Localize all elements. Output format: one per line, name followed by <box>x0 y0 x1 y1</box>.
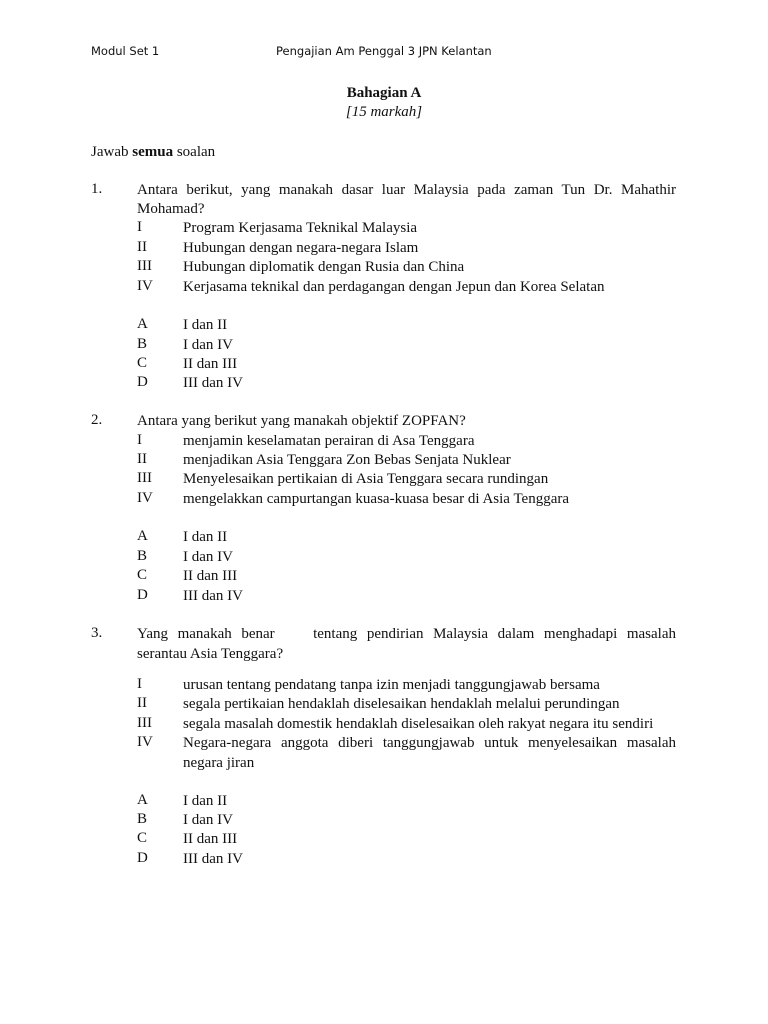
option-label: A <box>137 528 148 544</box>
option-text: II dan III <box>183 356 238 372</box>
option-label: C <box>137 355 148 371</box>
statement-text: menjamin keselamatan perairan di Asa Tenggara <box>183 433 475 449</box>
statement-text: segala masalah domestik hendaklah diselesaikan oleh rakyat negara itu sendiri <box>183 716 654 732</box>
statement-label: IV <box>137 278 153 294</box>
option-text: III dan IV <box>183 851 243 867</box>
question-text: Antara yang berikut yang manakah objektif ZOPFAN? <box>137 413 466 429</box>
option-label: C <box>137 567 148 583</box>
option-text: I dan IV <box>183 337 233 353</box>
statement-label: II <box>137 451 147 467</box>
statement-text: segala pertikaian hendaklah diselesaikan hendaklah melalui perundingan <box>183 696 620 712</box>
option-text: I dan II <box>183 529 228 545</box>
option-text: I dan II <box>183 793 228 809</box>
statement-text: urusan tentang pendatang tanpa izin menjadi tanggungjawab bersama <box>183 677 600 693</box>
question-text: Yang manakah benar tentang pendirian Malaysia dalam menghadapi masalah <box>137 626 676 642</box>
statement-label: I <box>137 432 142 448</box>
statement-text: Program Kerjasama Teknikal Malaysia <box>183 220 418 236</box>
option-text: III dan IV <box>183 375 243 391</box>
option-text: I dan IV <box>183 549 233 565</box>
option-text: II dan III <box>183 831 238 847</box>
option-label: B <box>137 548 148 564</box>
statement-label: IV <box>137 490 153 506</box>
header-module-set: Modul Set 1 <box>91 44 160 58</box>
section-marks: [15 markah] <box>345 104 423 120</box>
statement-label: I <box>137 676 142 692</box>
option-label: A <box>137 316 148 332</box>
option-text: III dan IV <box>183 588 243 604</box>
statement-text: Hubungan dengan negara-negara Islam <box>183 240 419 256</box>
option-label: A <box>137 792 148 808</box>
question-number: 3. <box>91 625 103 641</box>
statement-label: III <box>137 715 152 731</box>
statement-label: II <box>137 695 147 711</box>
header-course-title: Pengajian Am Penggal 3 JPN Kelantan <box>276 44 492 58</box>
instruction-prefix: Jawab <box>91 144 133 160</box>
statement-label: III <box>137 258 152 274</box>
question-text-line2: serantau Asia Tenggara? <box>137 646 284 662</box>
instruction-emphasis: semua <box>132 144 174 160</box>
statement-text: Negara-negara anggota diberi tanggungjawab untuk menyelesaikan masalah negara jiran <box>183 735 676 771</box>
option-label: C <box>137 830 148 846</box>
section-title: Bahagian A <box>346 85 422 101</box>
option-label: D <box>137 374 148 390</box>
statement-label: III <box>137 470 152 486</box>
statement-text: Hubungan diplomatik dengan Rusia dan China <box>183 259 465 275</box>
option-label: D <box>137 850 148 866</box>
statement-text: Menyelesaikan pertikaian di Asia Tenggara secara rundingan <box>183 471 549 487</box>
statement-text: mengelakkan campurtangan kuasa-kuasa besar di Asia Tenggara <box>183 491 570 507</box>
statement-label: IV <box>137 734 153 750</box>
option-label: B <box>137 336 148 352</box>
statement-text: Kerjasama teknikal dan perdagangan dengan Jepun dan Korea Selatan <box>183 279 605 295</box>
statement-label: II <box>137 239 147 255</box>
option-label: B <box>137 811 148 827</box>
instruction <box>91 144 215 161</box>
option-text: I dan II <box>183 317 228 333</box>
question-text-line2: Mohamad? <box>137 201 205 217</box>
question-text: Antara berikut, yang manakah dasar luar Malaysia pada zaman Tun Dr. Mahathir <box>137 182 676 198</box>
instruction-suffix: soalan <box>173 144 216 160</box>
question-number: 1. <box>91 181 103 197</box>
option-text: II dan III <box>183 568 238 584</box>
option-text: I dan IV <box>183 812 233 828</box>
option-label: D <box>137 587 148 603</box>
question-number: 2. <box>91 412 103 428</box>
statement-text: menjadikan Asia Tenggara Zon Bebas Senjata Nuklear <box>183 452 511 468</box>
statement-label: I <box>137 219 142 235</box>
